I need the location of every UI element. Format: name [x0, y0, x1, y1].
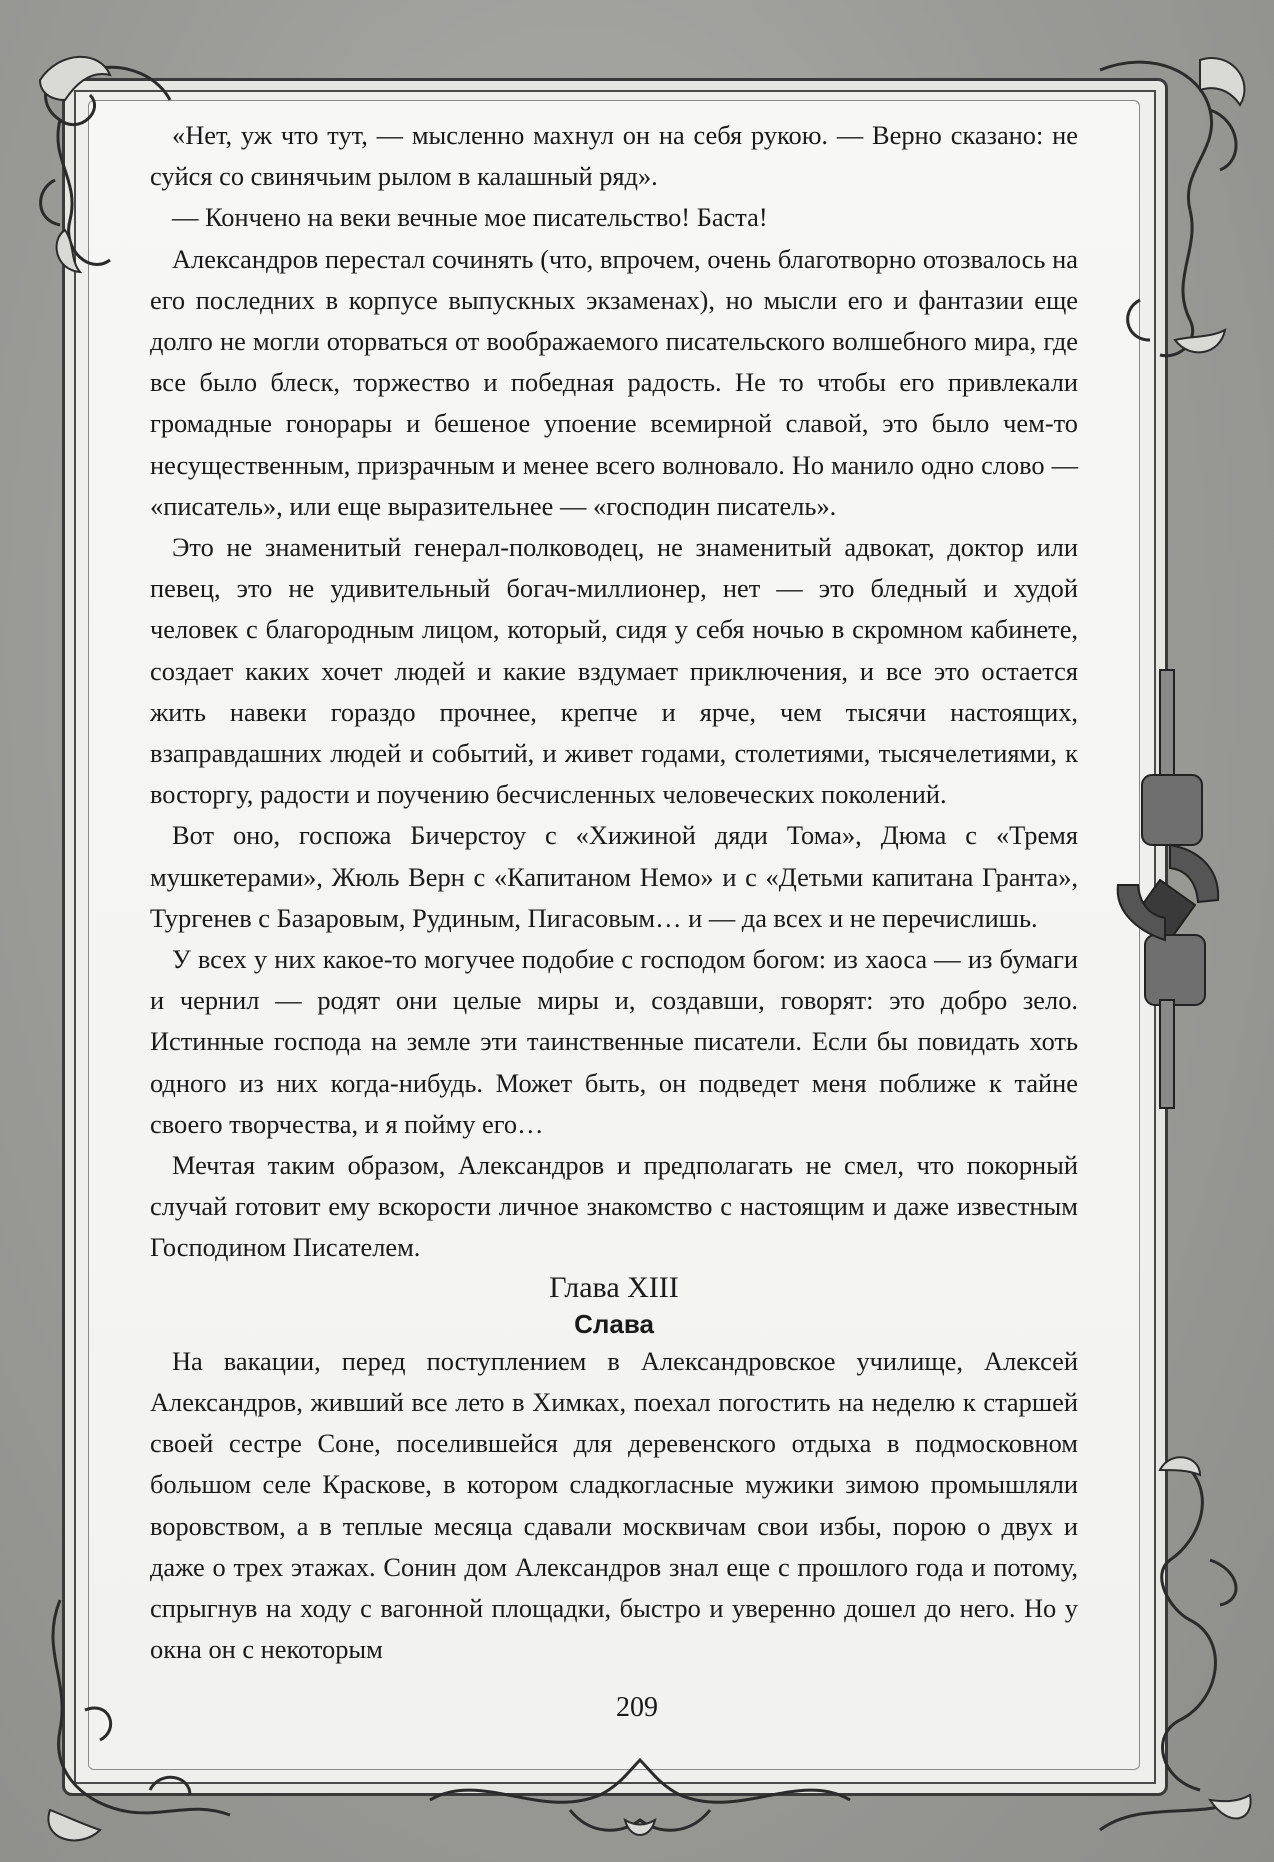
paragraph: — Кончено на веки вечные мое писательство! Баста!	[172, 202, 768, 233]
chapter-title: Глава XIII	[549, 1270, 679, 1304]
paragraph: На вакации, перед поступлением в Александровское училище, Алексей Александров, живший все лето в Химках, поехал погостить на неделю к старшей своей сестре Соне, поселившейся для деревенского отдыха в подмосковном большом селе Краскове, в котором сладкогласные мужики зимою промышляли воровством, а в теплые месяца сдавали москвичам свои избы, порою о двух и даже о трех этажах. Сонин дом Александров знал еще с прошлого года и потому, спрыгнув на ходу с вагонной площадки, быстро и уверенно дошел до него. Но у окна он с некоторым	[150, 1345, 1078, 1665]
page-body	[150, 115, 1078, 1670]
paragraph: Александров перестал сочинять (что, впрочем, очень благотворно отозвалось на его последних в корпусе выпускных экзаменах), но мысли его и фантазии еще долго не могли оторваться от воображаемого писательского волшебного мира, где все было блеск, торжество и победная радость. Не то чтобы его привлекали громадные гонорары и бешеное упоение всемирной славой, это было чем-то несущественным, призрачным и менее всего волновало. Но манило одно слово — «писатель», или еще выразительнее — «господин писатель».	[150, 243, 1078, 521]
bottom-center-ornament-icon	[420, 1740, 860, 1850]
paragraph: «Нет, уж что тут, — мысленно махнул он на себя рукою. — Верно сказано: не суйся со свинячьим рылом в калашный ряд».	[150, 120, 1078, 192]
paragraph: У всех у них какое-то могучее подобие с господом богом: из хаоса — из бумаги и чернил — родят они целые миры и, создавши, говорят: это добро зело. Истинные господа на земле эти таинственные писатели. Если бы повидать хоть одного из них когда-нибудь. Может быть, он подведет меня поближе к тайне своего творчества, и я пойму его…	[150, 944, 1078, 1139]
chapter-subtitle: Слава	[574, 1308, 654, 1339]
page-number: 209	[616, 1692, 658, 1723]
corner-ornament-icon	[1080, 40, 1260, 380]
paragraph: Это не знаменитый генерал-полководец, не знаменитый адвокат, доктор или певец, это не удивительный богач-миллионер, нет — это бледный и худой человек с благородным лицом, который, сидя у себя ночью в скромном кабинете, создает каких хочет людей и какие вздумает приключения, и все это остается жить навеки гораздо прочнее, крепче и ярче, чем тысячи настоящих, взаправдашних людей и событий, и живет годами, столетиями, тысячелетиями, к восторгу, радости и поучению бесчисленных человеческих поколений.	[150, 532, 1078, 810]
corner-ornament-icon	[1060, 1450, 1260, 1850]
paragraph: Мечтая таким образом, Александров и предполагать не смел, что покорный случай готовит ему вскорости личное знакомство с настоящим и даже известным Господином Писателем.	[150, 1150, 1078, 1263]
paragraph: Вот оно, госпожа Бичерстоу с «Хижиной дяди Тома», Дюма с «Тремя мушкетерами», Жюль Верн с «Капитаном Немо» и с «Детьми капитана Гранта», Тургенев с Базаровым, Рудиным, Пигасовым… и — да всех и не перечислишь.	[150, 820, 1078, 933]
revolvers-ornament-icon	[1090, 670, 1240, 1110]
